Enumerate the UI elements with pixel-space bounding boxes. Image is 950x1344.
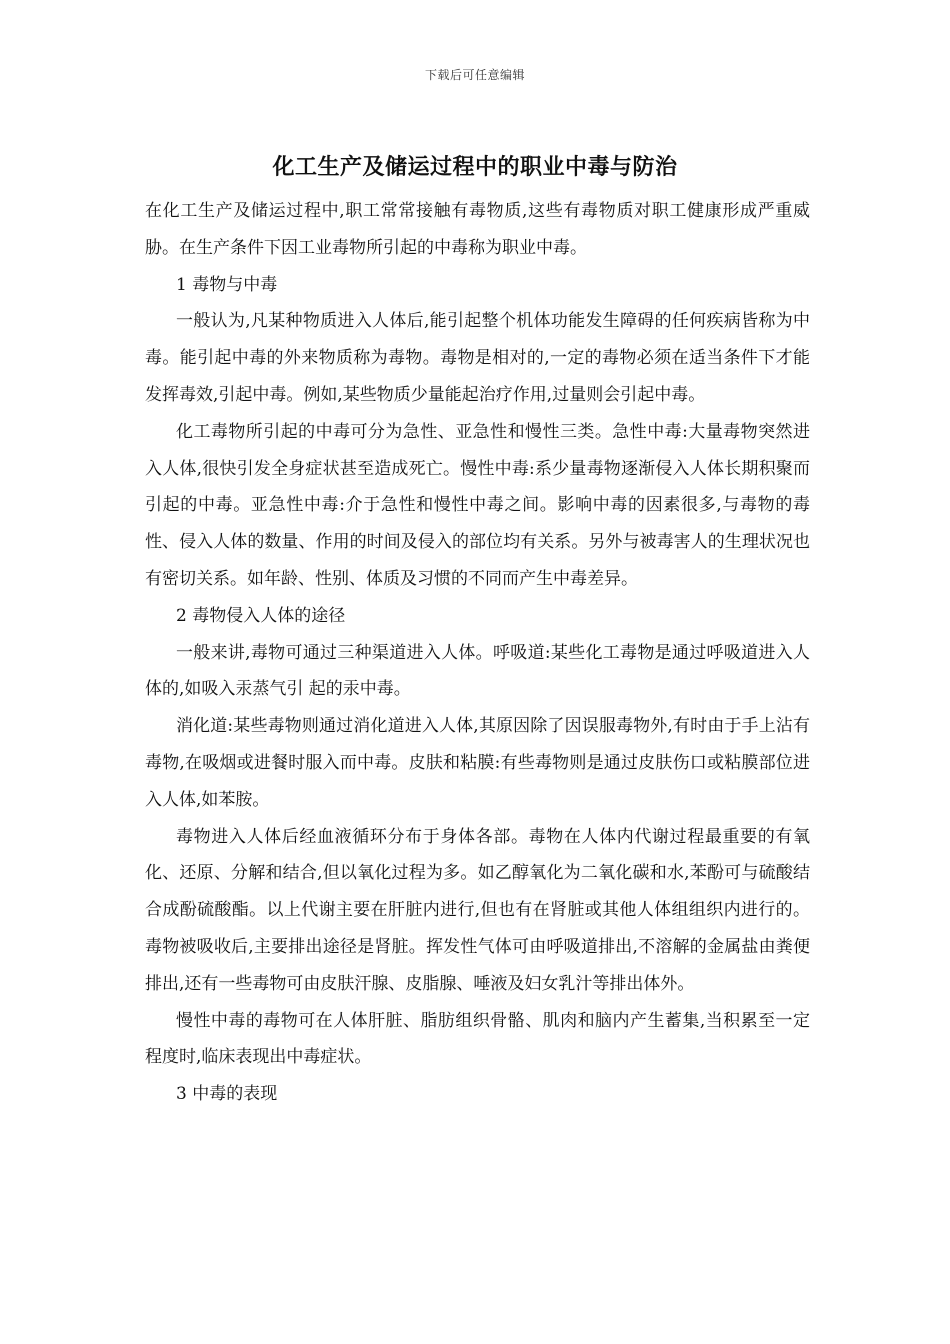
document-body (145, 193, 810, 1113)
document-title: 化工生产及储运过程中的职业中毒与防治 (272, 154, 678, 180)
section-heading-3: 3 中毒的表现 (176, 1084, 278, 1105)
paragraph: 一般认为,凡某种物质进入人体后,能引起整个机体功能发生障碍的任何疾病皆称为中毒。能引起中毒的外来物质称为毒物。毒物是相对的,一定的毒物必须在适当条件下才能发挥毒效,引起中毒。例如,某些物质少量能起治疗作用,过量则会引起中毒。 (145, 311, 810, 405)
paragraph: 化工毒物所引起的中毒可分为急性、亚急性和慢性三类。急性中毒:大量毒物突然进入人体,很快引发全身症状甚至造成死亡。慢性中毒:系少量毒物逐渐侵入人体长期积聚而引起的中毒。亚急性中毒:介于急性和慢性中毒之间。影响中毒的因素很多,与毒物的毒性、侵入人体的数量、作用的时间及侵入的部位均有关系。另外与被毒害人的生理状况也有密切关系。如年龄、性别、体质及习惯的不同而产生中毒差异。 (145, 421, 810, 589)
paragraph: 一般来讲,毒物可通过三种渠道进入人体。呼吸道:某些化工毒物是通过呼吸道进入人体的,如吸入汞蒸气引 起的汞中毒。 (145, 642, 810, 700)
paragraph: 毒物进入人体后经血液循环分布于身体各部。毒物在人体内代谢过程最重要的有氧化、还原、分解和结合,但以氧化过程为多。如乙醇氧化为二氧化碳和水,苯酚可与硫酸结合成酚硫酸酯。以上代谢主要在肝脏内进行,但也有在肾脏或其他人体组组织内进行的。毒物被吸收后,主要排出途径是肾脏。挥发性气体可由呼吸道排出,不溶解的金属盐由粪便排出,还有一些毒物可由皮肤汗腺、皮脂腺、唾液及妇女乳汁等排出体外。 (145, 826, 810, 994)
section-heading-2: 2 毒物侵入人体的途径 (176, 605, 346, 626)
paragraph: 慢性中毒的毒物可在人体肝脏、脂肪组织骨骼、肌肉和脑内产生蓄集,当积累至一定程度时,临床表现出中毒症状。 (145, 1010, 810, 1068)
paragraph-intro: 在化工生产及储运过程中,职工常常接触有毒物质,这些有毒物质对职工健康形成严重威胁。在生产条件下因工业毒物所引起的中毒称为职业中毒。 (145, 201, 810, 258)
header-note: 下载后可任意编辑 (424, 68, 525, 82)
section-heading-1: 1 毒物与中毒 (176, 274, 278, 295)
paragraph: 消化道:某些毒物则通过消化道进入人体,其原因除了因误服毒物外,有时由于手上沾有毒物,在吸烟或进餐时服入而中毒。皮肤和粘膜:有些毒物则是通过皮肤伤口或粘膜部位进入人体,如苯胺。 (145, 716, 810, 810)
